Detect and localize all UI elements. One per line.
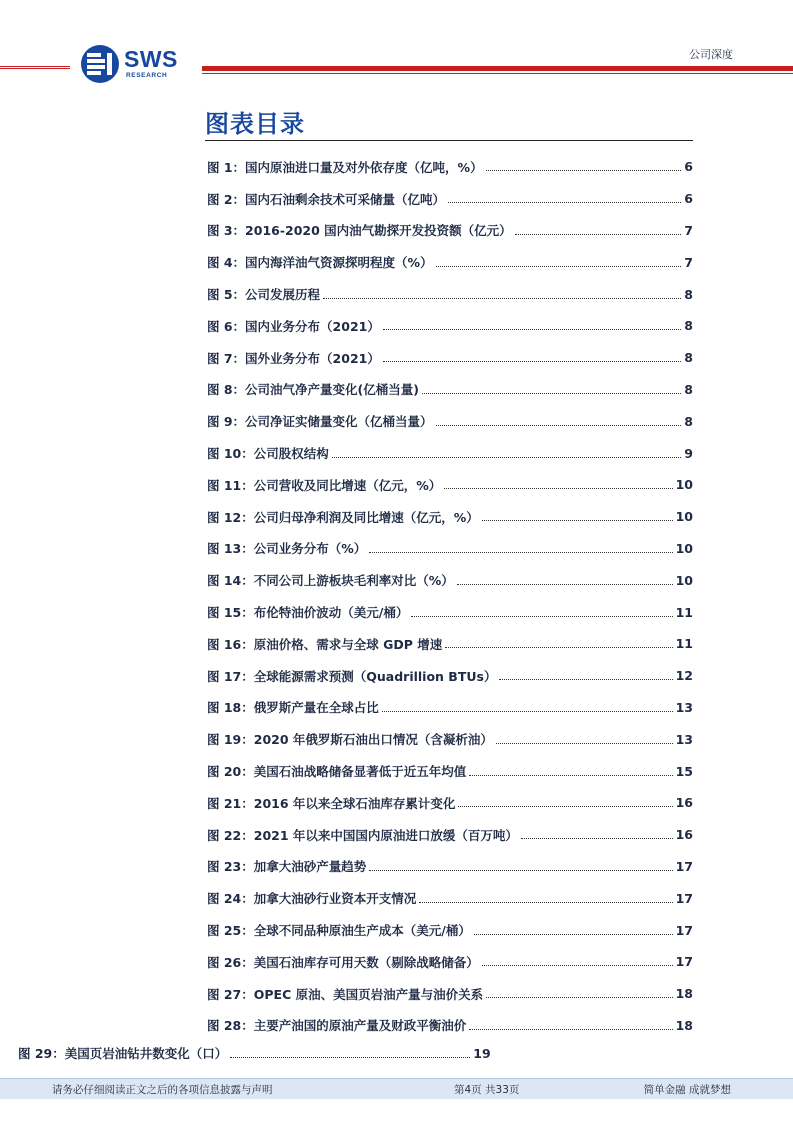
toc-entry-page: 8 <box>684 381 693 397</box>
toc-entry-label: 图 26：美国石油库存可用天数（剔除战略储备） <box>207 954 479 970</box>
toc-entry-label: 图 11：公司营收及同比增速（亿元，%） <box>207 477 442 493</box>
toc-leader-dots <box>469 775 672 776</box>
toc-entry-label: 图 28：主要产油国的原油产量及财政平衡油价 <box>207 1018 467 1034</box>
toc-entry[interactable] <box>207 405 693 437</box>
toc-entry-page: 17 <box>675 858 693 874</box>
toc-leader-dots <box>448 202 681 203</box>
toc-leader-dots <box>445 647 672 648</box>
toc-entry-label: 图 1：国内原油进口量及对外依存度（亿吨，%） <box>207 159 483 175</box>
toc-entry-label: 图 3：2016-2020 国内油气勘探开发投资额（亿元） <box>207 223 512 239</box>
toc-entry[interactable] <box>207 310 693 342</box>
toc-leader-dots <box>482 965 673 966</box>
toc-entry-label: 图 17：全球能源需求预测（Quadrillion BTUs） <box>207 668 497 684</box>
footer-disclaimer: 请务必仔细阅读正文之后的各项信息披露与声明 <box>52 1084 273 1096</box>
toc-entry[interactable] <box>207 882 693 914</box>
toc-entry-label: 图 10：公司股权结构 <box>207 446 329 462</box>
header-rule-right <box>202 66 793 71</box>
toc-entry[interactable] <box>207 660 693 692</box>
toc-entry-label: 图 13：公司业务分布（%） <box>207 541 367 557</box>
header-rule-left <box>0 66 70 70</box>
toc-entry-page: 11 <box>675 636 693 652</box>
toc-entry[interactable] <box>207 469 693 501</box>
toc-leader-dots <box>383 329 681 330</box>
toc-entry-page: 8 <box>684 413 693 429</box>
toc-entry-page: 10 <box>675 509 693 525</box>
toc-entry[interactable] <box>207 1010 693 1042</box>
toc-entry[interactable] <box>207 183 693 215</box>
sws-logo-icon <box>80 44 120 84</box>
footer-page-info: 第4页 共33页 <box>454 1084 520 1096</box>
toc-entry-page: 17 <box>675 922 693 938</box>
toc-entry-label: 图 7：国外业务分布（2021） <box>207 350 380 366</box>
toc-entry[interactable] <box>207 437 693 469</box>
toc-entry-page: 10 <box>675 477 693 493</box>
toc-leader-dots <box>474 934 673 935</box>
toc-entry-page: 8 <box>684 350 693 366</box>
toc-leader-dots <box>332 457 682 458</box>
toc-entry-label: 图 5：公司发展历程 <box>207 287 321 303</box>
toc-entry[interactable] <box>207 501 693 533</box>
toc-entry-page: 12 <box>675 668 693 684</box>
toc-entry[interactable] <box>207 342 693 374</box>
toc-entry[interactable] <box>207 978 693 1010</box>
toc-leader-dots <box>323 298 681 299</box>
toc-entry-page: 16 <box>675 795 693 811</box>
toc-entry-label: 图 15：布伦特油价波动（美元/桶） <box>207 605 409 621</box>
toc-entry[interactable] <box>207 787 693 819</box>
toc-entry[interactable] <box>207 692 693 724</box>
toc-entry-label: 图 6：国内业务分布（2021） <box>207 318 380 334</box>
toc-entry[interactable] <box>207 819 693 851</box>
brand-subtitle: RESEARCH <box>126 72 168 79</box>
toc-entry-label: 图 12：公司归母净利润及同比增速（亿元，%） <box>207 509 479 525</box>
toc-leader-dots <box>369 552 672 553</box>
toc-entry[interactable] <box>207 151 693 183</box>
toc-entry-page: 19 <box>473 1045 491 1061</box>
toc-leader-dots <box>436 425 682 426</box>
toc-entry-label: 图 2：国内石油剩余技术可采储量（亿吨） <box>207 191 446 207</box>
toc-entry[interactable] <box>207 946 693 978</box>
toc-entry[interactable] <box>207 723 693 755</box>
toc-entry[interactable] <box>207 628 693 660</box>
toc-entry-page: 10 <box>675 540 693 556</box>
toc-entry-label: 图 9：公司净证实储量变化（亿桶当量） <box>207 414 433 430</box>
toc-entry-page: 6 <box>684 159 693 175</box>
toc-entry-label: 图 19：2020 年俄罗斯石油出口情况（含凝析油） <box>207 732 493 748</box>
toc-title: 图表目录 <box>205 110 305 138</box>
toc-entry[interactable] <box>207 374 693 406</box>
toc-entry[interactable] <box>207 564 693 596</box>
toc-entry-page: 16 <box>675 827 693 843</box>
footer-slogan: 简单金融 成就梦想 <box>643 1084 731 1096</box>
toc-leader-dots <box>458 806 672 807</box>
toc-entry[interactable] <box>207 533 693 565</box>
toc-entry-page: 15 <box>675 763 693 779</box>
toc-entry-label: 图 18：俄罗斯产量在全球占比 <box>207 700 379 716</box>
toc-entry-label: 图 23：加拿大油砂产量趋势 <box>207 859 367 875</box>
toc-leader-dots <box>382 711 673 712</box>
header-rule-right-thin <box>202 73 793 74</box>
toc-entry-label: 图 14：不同公司上游板块毛利率对比（%） <box>207 573 454 589</box>
brand-name: SWS <box>124 46 178 72</box>
toc-entry-page: 6 <box>684 191 693 207</box>
toc-leader-dots <box>457 584 673 585</box>
toc-entry-page: 17 <box>675 890 693 906</box>
toc-entry-page: 18 <box>675 1017 693 1033</box>
toc-entry-page: 11 <box>675 604 693 620</box>
toc-entry-page: 8 <box>684 318 693 334</box>
toc-leader-dots <box>230 1057 470 1058</box>
toc-leader-dots <box>436 266 682 267</box>
toc-entry-label: 图 4：国内海洋油气资源探明程度（%） <box>207 255 433 271</box>
toc-leader-dots <box>444 488 672 489</box>
toc-extra-entry[interactable] <box>18 1044 504 1062</box>
toc-entry-label: 图 21：2016 年以来全球石油库存累计变化 <box>207 795 456 811</box>
toc-leader-dots <box>515 234 682 235</box>
toc-leader-dots <box>486 997 672 998</box>
toc-leader-dots <box>496 743 673 744</box>
toc-leader-dots <box>419 902 672 903</box>
toc-entry-page: 13 <box>675 731 693 747</box>
toc-list <box>207 151 693 1041</box>
toc-leader-dots <box>369 870 672 871</box>
toc-entry-page: 9 <box>684 445 693 461</box>
toc-entry-label: 图 16：原油价格、需求与全球 GDP 增速 <box>207 636 443 652</box>
toc-entry-page: 18 <box>675 986 693 1002</box>
toc-entry[interactable] <box>207 851 693 883</box>
toc-entry-page: 7 <box>684 254 693 270</box>
toc-entry-label: 图 29：美国页岩油钻井数变化（口） <box>18 1046 228 1061</box>
toc-entry-label: 图 24：加拿大油砂行业资本开支情况 <box>207 891 417 907</box>
toc-leader-dots <box>411 616 672 617</box>
toc-title-rule <box>205 140 693 141</box>
report-type-label: 公司深度 <box>689 48 733 61</box>
toc-entry-label: 图 27：OPEC 原油、美国页岩油产量与油价关系 <box>207 986 484 1002</box>
toc-entry[interactable] <box>207 755 693 787</box>
toc-entry[interactable] <box>207 596 693 628</box>
toc-entry-label: 图 8：公司油气净产量变化(亿桶当量) <box>207 382 419 398</box>
toc-entry-page: 17 <box>675 954 693 970</box>
toc-entry-page: 8 <box>684 286 693 302</box>
sws-logo <box>80 42 190 92</box>
toc-entry[interactable] <box>207 246 693 278</box>
toc-leader-dots <box>486 170 682 171</box>
toc-entry[interactable] <box>207 914 693 946</box>
toc-entry-page: 10 <box>675 572 693 588</box>
toc-leader-dots <box>521 838 673 839</box>
toc-leader-dots <box>499 679 672 680</box>
toc-leader-dots <box>469 1029 672 1030</box>
toc-entry[interactable] <box>207 278 693 310</box>
toc-leader-dots <box>482 520 673 521</box>
toc-entry-label: 图 20：美国石油战略储备显著低于近五年均值 <box>207 764 467 780</box>
toc-entry[interactable] <box>207 215 693 247</box>
toc-entry-page: 13 <box>675 699 693 715</box>
toc-entry-page: 7 <box>684 222 693 238</box>
toc-leader-dots <box>383 361 681 362</box>
toc-entry-label: 图 25：全球不同品种原油生产成本（美元/桶） <box>207 923 471 939</box>
toc-entry-label: 图 22：2021 年以来中国国内原油进口放缓（百万吨） <box>207 827 518 843</box>
toc-leader-dots <box>422 393 681 394</box>
